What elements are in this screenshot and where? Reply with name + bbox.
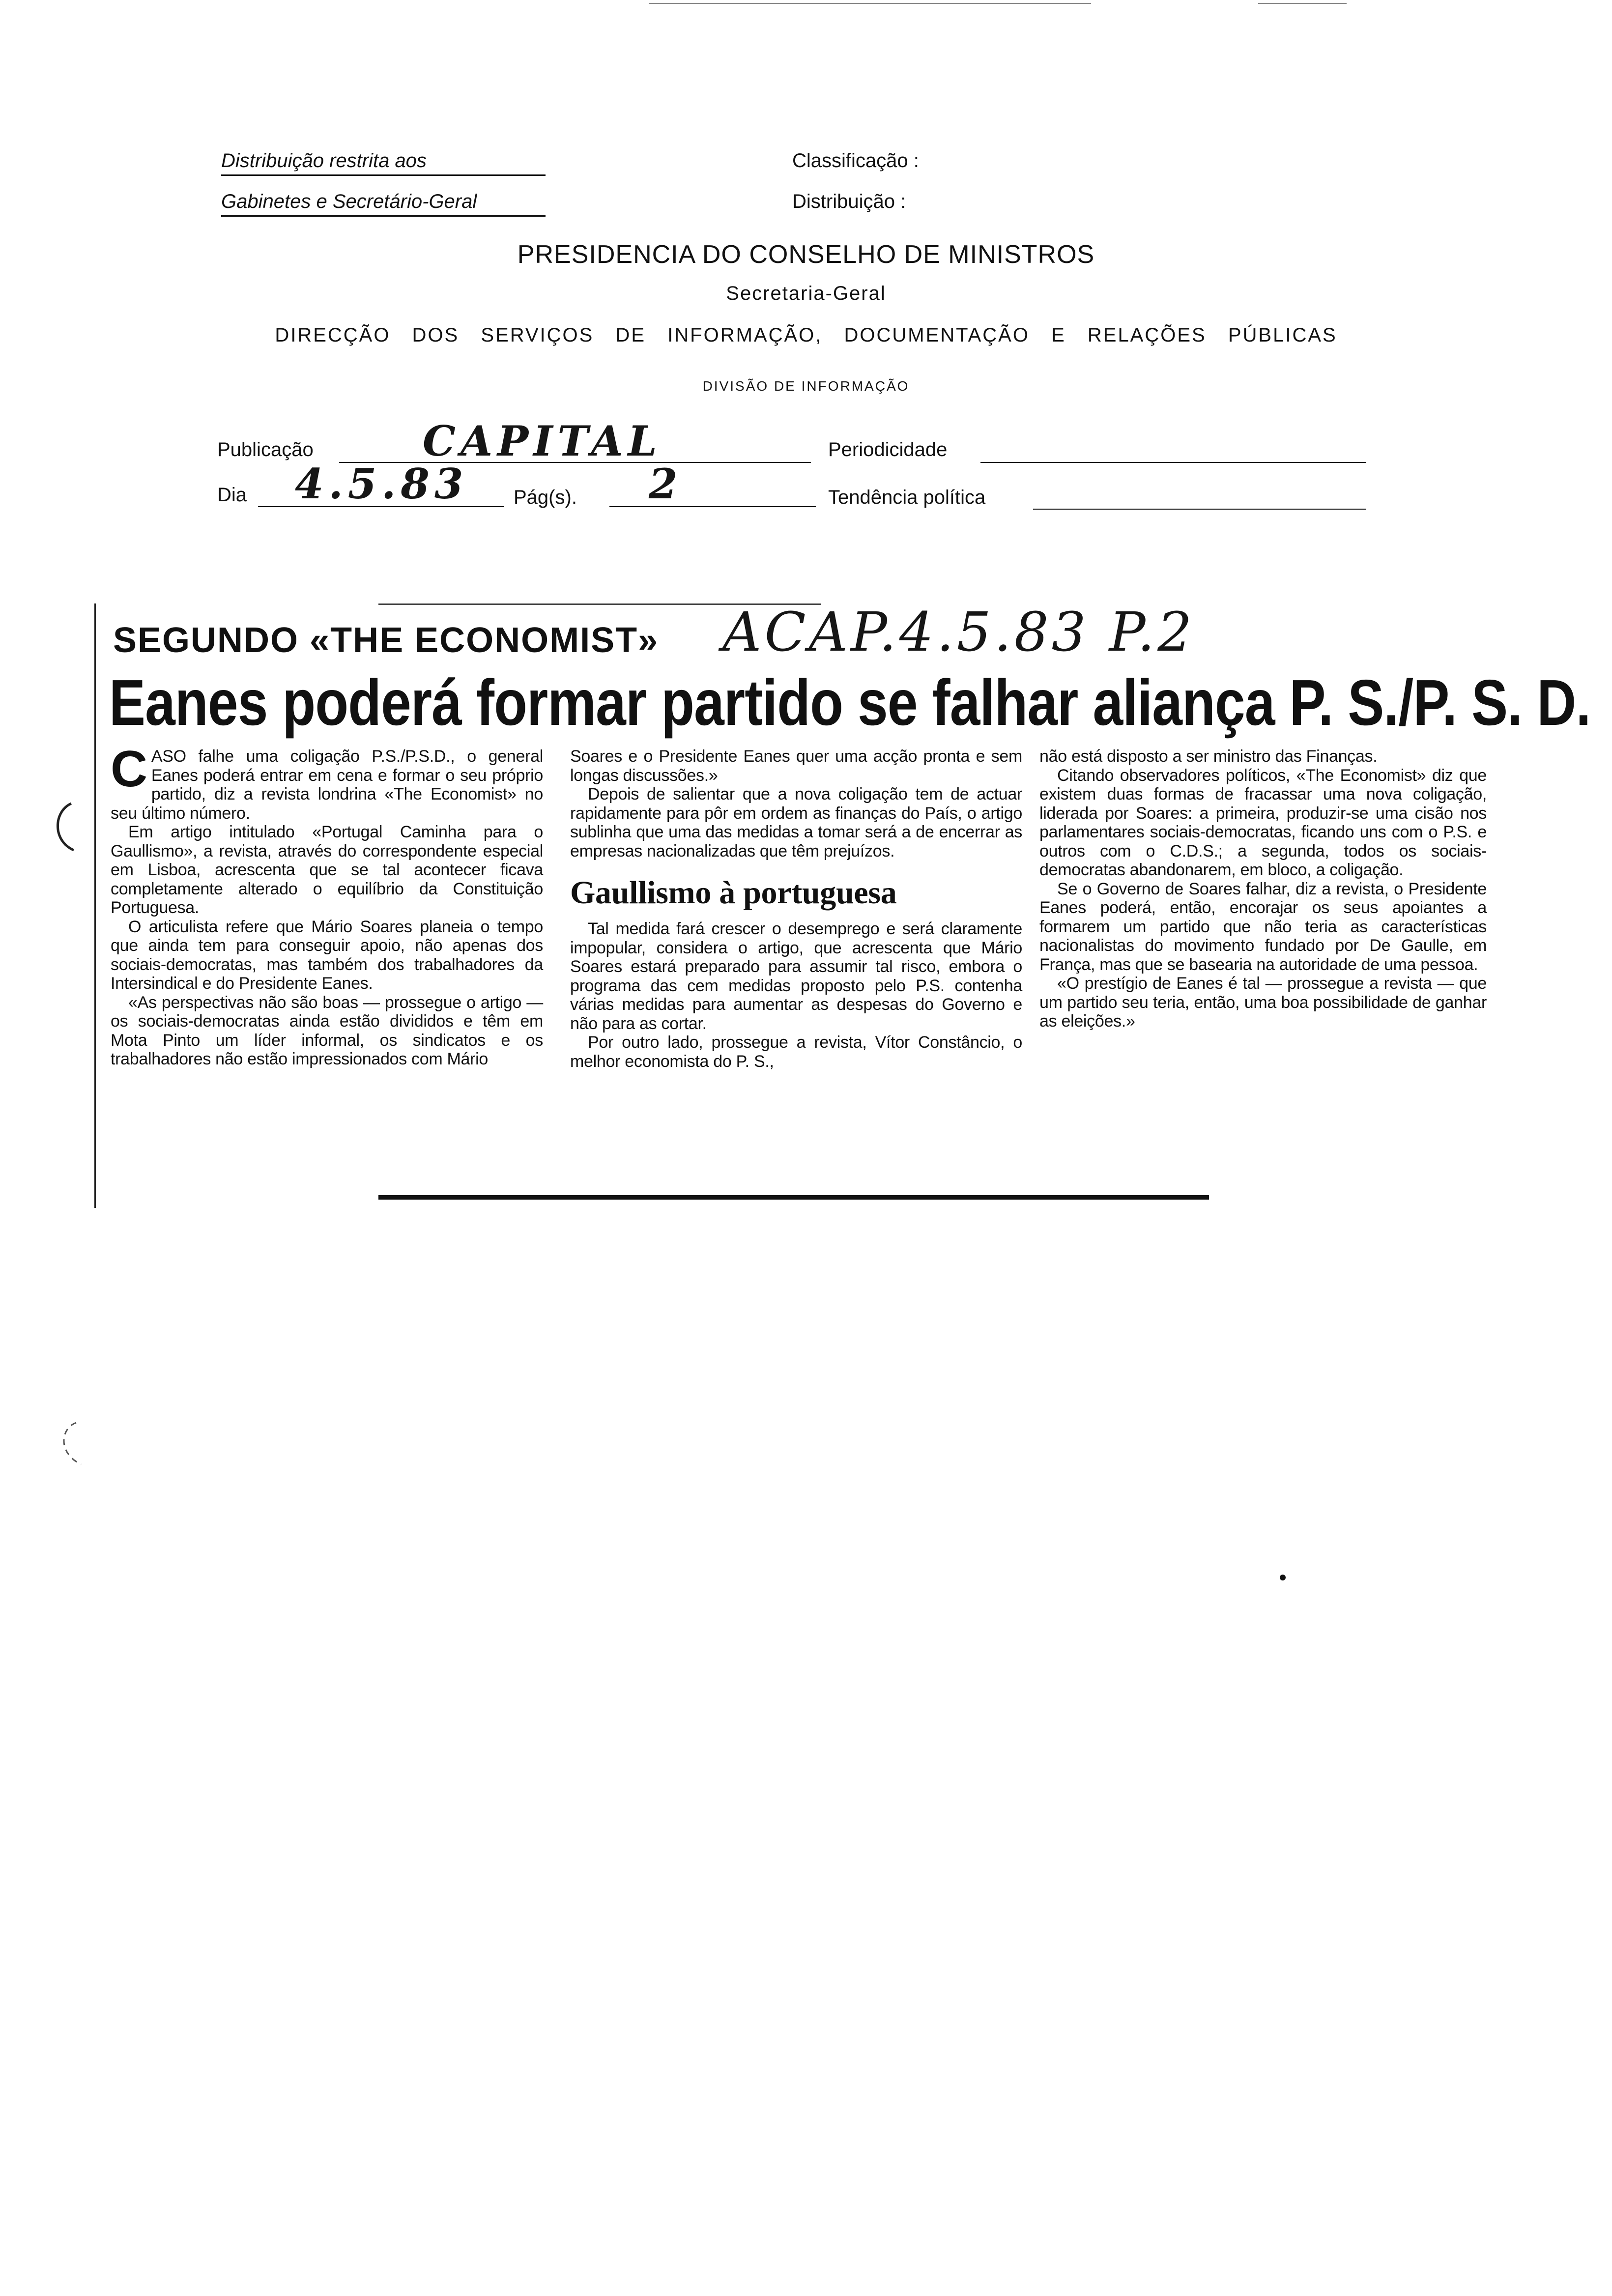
speck-mark: [1278, 1573, 1288, 1582]
column-1-paragraph-3: O articulista refere que Mário Soares planeia o tempo que ainda tem para conseguir apoio, não apenas dos sociais-democratas, mas também dos trabalhadores da Intersindical e do Presidente Eanes.: [111, 917, 543, 993]
column-1-paragraph-4: «As perspectivas não são boas — prossegue o artigo — os sociais-democratas ainda estão divididos e têm em Mota Pinto um líder informal, os sindicatos e os trabalhadores não estão impressionados com Mário: [111, 993, 543, 1068]
distribution-underline-1: [221, 174, 546, 176]
publication-label: Publicação: [217, 439, 314, 460]
periodicity-line: [980, 462, 1366, 463]
political-tendency-line: [1033, 509, 1366, 510]
page-title: PRESIDENCIA DO CONSELHO DE MINISTROS: [517, 240, 1095, 269]
distribution-restricted-line1: Distribuição restrita aos: [221, 150, 427, 172]
clipping-bottom-bar: [378, 1195, 1209, 1200]
column-2-paragraph-3: Tal medida fará crescer o desemprego e será claramente impopular, considera o artigo, que acrescenta que Mário Soares estará preparado para assumir tal risco, embora o programa das cem medidas proposto pelo P.S. contenha várias medidas para aumentar as despesas do Governo e não para as cortar.: [570, 919, 1022, 1033]
clipping-left-border: [94, 603, 96, 1208]
pages-line: [609, 506, 816, 507]
scan-edge-rule-right: [1258, 3, 1347, 4]
article-column-1: [111, 741, 543, 1069]
column-3-paragraph-3: Se o Governo de Soares falhar, diz a revista, o Presidente Eanes poderá, então, encorajar os seus apoiantes a formarem um partido que não teria as características nacionalistas do movimento fundado por De Gaulle, em França, mas que se basearia na autoridade de uma pessoa.: [1039, 879, 1487, 974]
column-2-paragraph-4: Por outro lado, prossegue a revista, Vítor Constâncio, o melhor economista do P. S.,: [570, 1033, 1022, 1071]
distribution-underline-2: [221, 215, 546, 217]
article-headline: Eanes poderá formar partido se falhar aliança P. S./P. S. D.: [109, 666, 1591, 739]
column-2-paragraph-2: Depois de salientar que a nova coligação tem de actuar rapidamente para pôr em ordem as finanças do País, o artigo sublinha que uma das medidas a tomar será a de encerrar as empresas nacionalizadas que têm prejuízos.: [570, 785, 1022, 861]
binder-hole-mark-upper: [44, 801, 84, 855]
pages-label: Pág(s).: [514, 487, 577, 508]
periodicity-label: Periodicidade: [828, 439, 948, 460]
column-3-paragraph-4: «O prestígio de Eanes é tal — prossegue a revista — que um partido seu teria, então, uma boa possibilidade de ganhar as eleições.»: [1039, 974, 1487, 1031]
pages-handwritten-value: 2: [649, 459, 683, 508]
binder-hole-mark-lower: [47, 1418, 91, 1472]
column-3-paragraph-1: não está disposto a ser ministro das Finanças.: [1039, 747, 1378, 766]
day-label: Dia: [217, 484, 247, 506]
publication-handwritten-value: CAPITAL: [423, 417, 662, 465]
classification-label: Classificação :: [792, 150, 919, 172]
column-1-paragraph-1: CASO falhe uma coligação P.S./P.S.D., o general Eanes poderá entrar em cena e formar o seu próprio partido, diz a revista londrina «The Economist» no seu último número.: [111, 741, 543, 823]
column-3-paragraph-2: Citando observadores políticos, «The Economist» diz que existem duas formas de fracassar uma nova coligação, liderada por Soares: a primeira, produzir-se uma cisão nos parlamentares sociais-democratas, ficando uns com o P.S. e outros com o C.D.S.; a segunda, todos os sociais-democratas abandonarem, em bloco, a coligação.: [1039, 766, 1487, 879]
handwritten-archive-annotation: ACAP.4.5.83 P.2: [722, 601, 1195, 663]
column-2-paragraph-1: Soares e o Presidente Eanes quer uma acção pronta e sem longas discussões.»: [570, 747, 1022, 785]
column-1-paragraph-2: Em artigo intitulado «Portugal Caminha para o Gaullismo», a revista, através do correspondente especial em Lisboa, acrescenta que se tal acontecer ficava completamente alterado o equilíbrio da Constituição Portuguesa.: [111, 823, 543, 917]
day-handwritten-value: 4.5.83: [295, 459, 468, 508]
distribution-restricted-line2: Gabinetes e Secretário-Geral: [221, 191, 477, 212]
article-column-2: [570, 747, 1022, 1071]
political-tendency-label: Tendência política: [828, 487, 986, 508]
directorate-name: DIRECÇÃO DOS SERVIÇOS DE INFORMAÇÃO, DOCUMENTAÇÃO E RELAÇÕES PÚBLICAS: [275, 324, 1337, 346]
scan-edge-rule: [649, 3, 1091, 4]
division-name: DIVISÃO DE INFORMAÇÃO: [702, 378, 910, 394]
drop-cap: C: [111, 741, 147, 798]
page-subtitle: Secretaria-Geral: [726, 283, 886, 304]
article-subheading: Gaullismo à portuguesa: [570, 875, 897, 911]
distribution-label: Distribuição :: [792, 191, 906, 212]
article-kicker: SEGUNDO «THE ECONOMIST»: [113, 621, 659, 660]
article-column-3: [1039, 747, 1487, 1031]
